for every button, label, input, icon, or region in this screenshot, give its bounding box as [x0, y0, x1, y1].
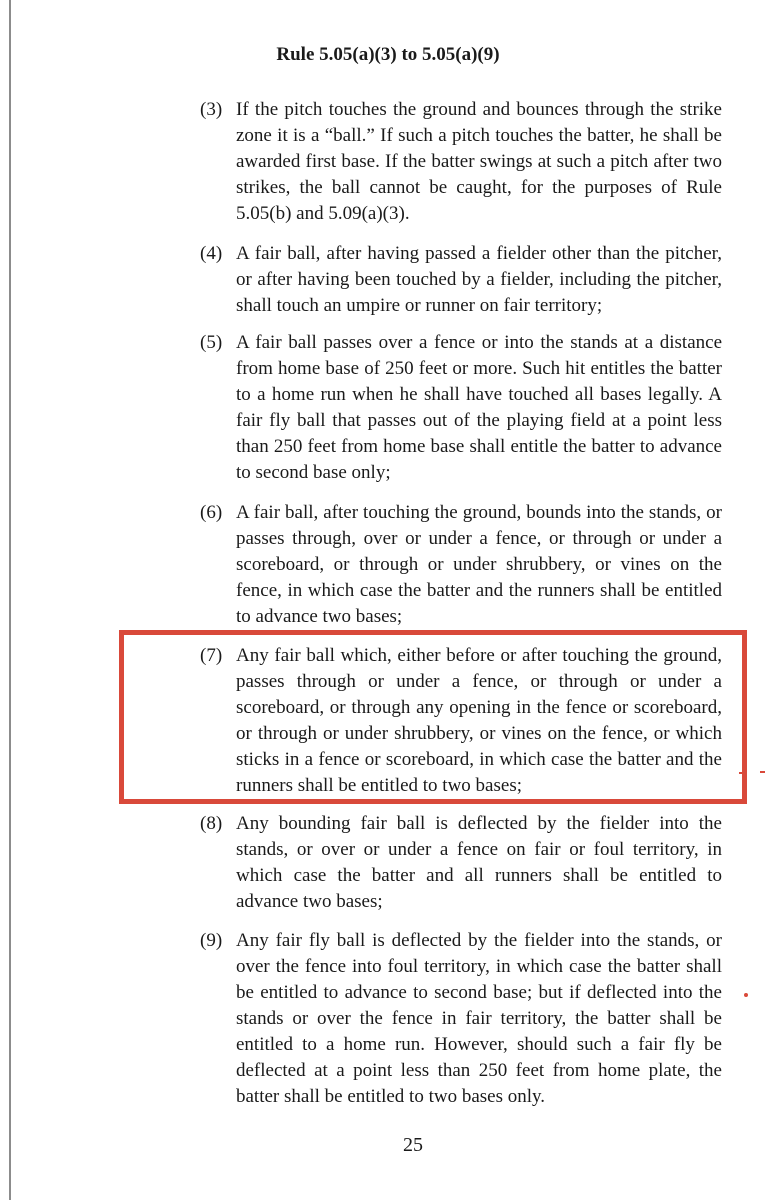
page-number: 25 [403, 1134, 423, 1156]
rule-item-text: Any bounding fair ball is deflected by the fielder into the stands, or over or under a fence on fair or foul territory, in which case the batter and all runners shall be entitled to advance two bases; [236, 813, 722, 912]
rule-item-4 [200, 241, 722, 319]
rule-item-number: (8) [200, 813, 223, 834]
annotation-dot [744, 993, 748, 997]
rule-item-3 [200, 97, 722, 227]
rule-item-text: Any fair fly ball is deflected by the fielder into the stands, or over the fence into foul territory, in which case the batter shall be entitled to advance to second base; but if deflected into the stands or over the fence in fair territory, the batter shall be entitled to a home run. However, should such a fair fly be deflected at a point less than 250 feet from home plate, the batter shall be entitled to two bases only. [236, 930, 722, 1107]
rule-item-number: (5) [200, 332, 223, 353]
rule-item-8 [200, 811, 722, 915]
highlight-box [119, 630, 747, 804]
page-title: Rule 5.05(a)(3) to 5.05(a)(9) [276, 44, 500, 65]
rule-item-number: (7) [200, 645, 223, 666]
rule-item-text: A fair ball passes over a fence or into the stands at a distance from home base of 250 feet or more. Such hit entitles the batter to a home run when he shall have touched all bases legally. A fair fly ball that passes out of the playing field at a point less than 250 feet from home base shall entitle the batter to advance to second base only; [236, 332, 722, 483]
rule-item-number: (4) [200, 243, 223, 264]
rule-item-5 [200, 330, 722, 486]
rule-item-text: If the pitch touches the ground and bounces through the strike zone it is a “ball.” If such a pitch touches the batter, he shall be awarded first base. If the batter swings at such a pitch after two strikes, the ball cannot be caught, for the purposes of Rule 5.05(b) and 5.09(a)(3). [236, 99, 722, 224]
rule-item-text: Any fair ball which, either before or after touching the ground, passes through or under a fence, or through or under a scoreboard, or through any opening in the fence or scoreboard, or through or under shrubbery, or vines on the fence, or which sticks in a fence or scoreboard, in which case the batter and the runners shall be entitled to two bases; [236, 645, 722, 796]
rule-item-number: (6) [200, 502, 223, 523]
rule-item-number: (9) [200, 930, 223, 951]
rule-item-number: (3) [200, 99, 223, 120]
annotation-dash [739, 772, 742, 774]
rule-item-6 [200, 500, 722, 630]
rule-item-9 [200, 928, 722, 1110]
rule-item-text: A fair ball, after touching the ground, bounds into the stands, or passes through, over or under a fence, or through or under a scoreboard, or through or under shrubbery, or vines on the fence, in which case the batter and the runners shall be entitled to advance two bases; [236, 502, 722, 627]
page-edge-rule [9, 0, 11, 1200]
rule-item-text: A fair ball, after having passed a fielder other than the pitcher, or after having been touched by a fielder, including the pitcher, shall touch an umpire or runner on fair territory; [236, 243, 722, 316]
annotation-dash [760, 771, 765, 773]
